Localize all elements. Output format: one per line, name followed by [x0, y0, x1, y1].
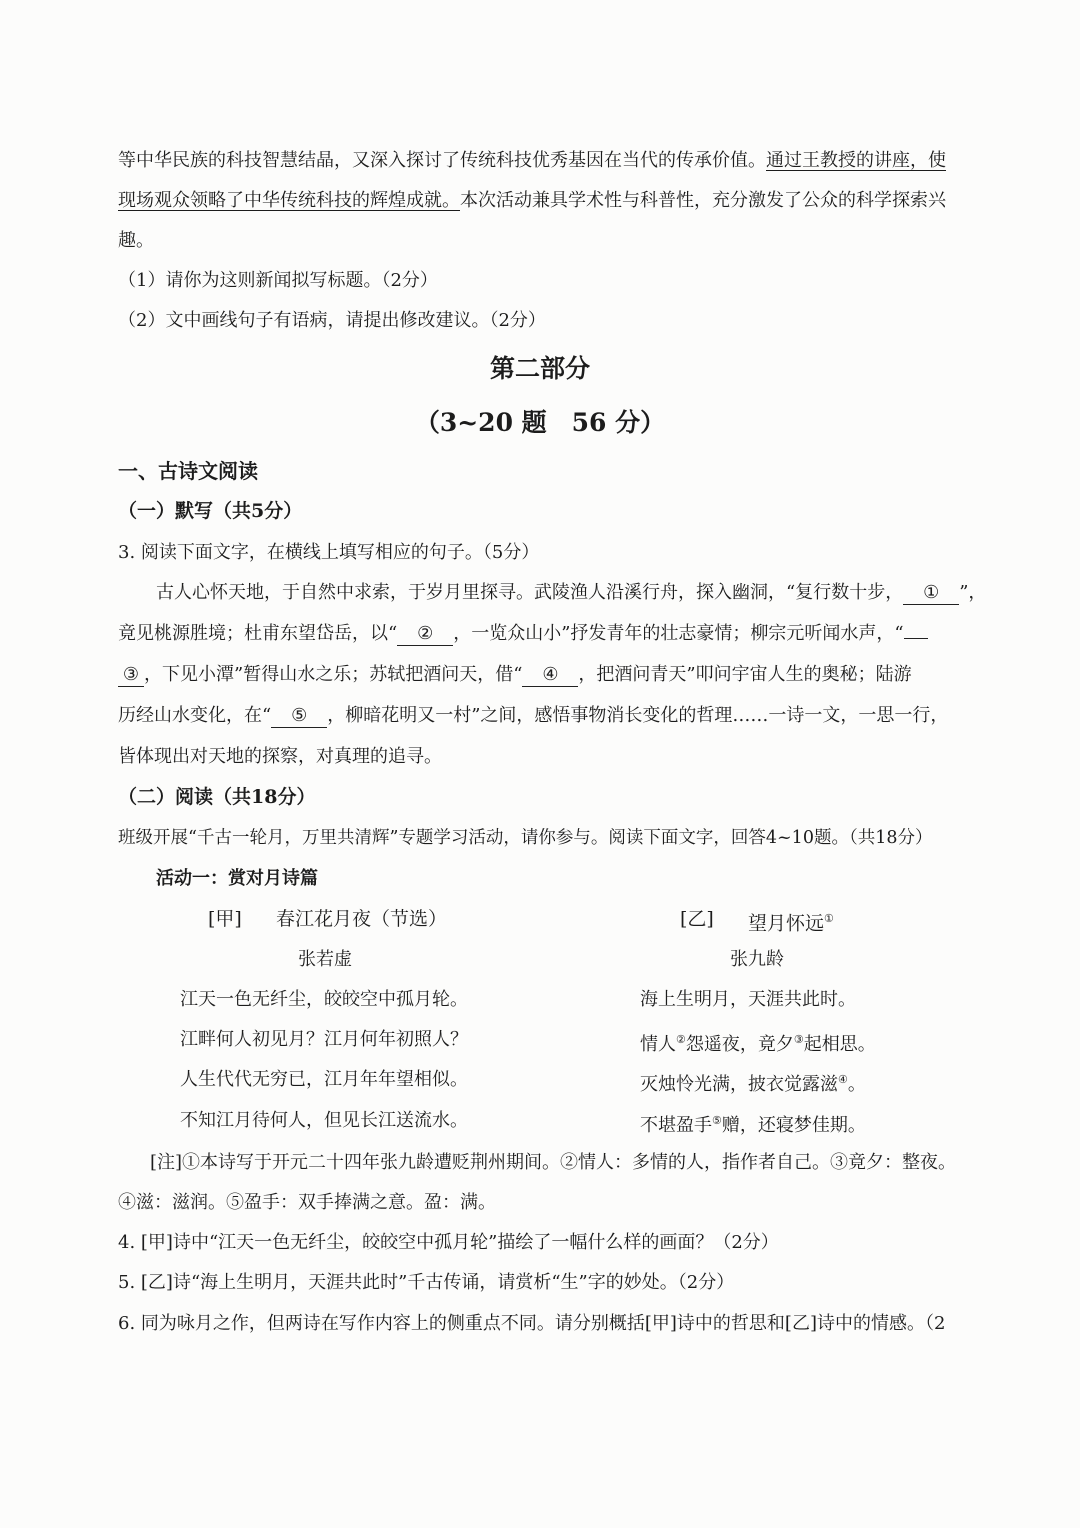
answer-blank-5[interactable]: ⑤ [271, 705, 327, 728]
section-title: 一、古诗文阅读 [118, 459, 258, 483]
q3-text: ，柳暗花明又一村”之间，感悟事物消长变化的哲理……一诗一文，一思一行， [327, 705, 949, 726]
q3-line-5: 皆体现出对天地的探察，对真理的追寻。 [118, 746, 442, 767]
q3-line-2 [118, 621, 980, 647]
footnote-marker: ⑤ [712, 1114, 722, 1127]
notes-line-2: ④滋：滋润。⑤盈手：双手捧满之意。盈：满。 [118, 1192, 496, 1213]
question-6: 6. 同为咏月之作，但两诗在写作内容上的侧重点不同。请分别概括[甲]诗中的哲思和[乙]诗中的情感。（2 [118, 1313, 946, 1334]
underlined-sentence-part2: 现场观众领略了中华传统科技的辉煌成就。 [118, 190, 460, 211]
underlined-sentence-part1: 通过王教授的讲座，使 [766, 150, 946, 171]
poem-text: 灭烛怜光满，披衣觉露滋 [640, 1074, 838, 1095]
reading-intro: 班级开展“千古一轮月，万里共清辉”专题学习活动，请你参与。阅读下面文字，回答4~10题。（共18分） [118, 828, 933, 848]
poem-a-line: 江畔何人初见月？江月何年初照人？ [180, 1029, 468, 1050]
answer-blank-4[interactable]: ④ [522, 664, 578, 687]
question-2-item-1: （1）请你为这则新闻拟写标题。（2分） [118, 270, 438, 291]
footnote-marker: ① [824, 912, 834, 925]
footnote-marker: ② [676, 1033, 686, 1046]
poem-b-author: 张九龄 [730, 949, 784, 970]
poem-b-title-wrap [748, 906, 834, 936]
poem-text: 不堪盈手 [640, 1115, 712, 1136]
q3-line-4 [118, 703, 980, 729]
q3-line-3 [118, 662, 980, 688]
poem-b-line-2 [640, 1027, 876, 1058]
q3-text: ，把酒问青天”叩问宇宙人生的奥秘；陆游 [578, 664, 912, 685]
subsection-dictation: （一）默写（共5分） [118, 500, 303, 522]
question-5: 5. [乙]诗“海上生明月，天涯共此时”千古传诵，请赏析“生”字的妙处。（2分） [118, 1272, 735, 1293]
poem-a-line: 不知江月待何人，但见长江送流水。 [180, 1110, 468, 1131]
intro-line-1 [118, 148, 980, 174]
poem-b-line-1: 海上生明月，天涯共此时。 [640, 989, 856, 1010]
poem-text: 情人 [640, 1034, 676, 1055]
poem-b-line-4 [640, 1108, 866, 1139]
subsection-reading: （二）阅读（共18分） [118, 786, 316, 808]
answer-blank-3[interactable]: ③ [118, 664, 144, 687]
activity-1-title: 活动一：赏对月诗篇 [156, 868, 318, 889]
q3-text: 古人心怀天地，于自然中求索，于岁月里探寻。武陵渔人沿溪行舟，探入幽洞，“复行数十步， [156, 582, 904, 603]
q3-text: 竟见桃源胜境；杜甫东望岱岳，以“ [118, 623, 398, 644]
part-title: 第二部分 [489, 354, 590, 383]
poem-a-author: 张若虚 [298, 949, 352, 970]
poem-text: 怨遥夜，竟夕 [685, 1034, 794, 1055]
question-4: 4. [甲]诗中“江天一色无纤尘，皎皎空中孤月轮”描绘了一幅什么样的画面？（2分） [118, 1232, 779, 1253]
poem-a-line: 人生代代无穷已，江月年年望相似。 [180, 1069, 468, 1090]
poem-a-label: [甲] [208, 908, 242, 930]
q3-text: ”， [959, 582, 987, 603]
poem-text: 。 [847, 1074, 866, 1095]
intro-line-3: 趣。 [118, 230, 154, 251]
poem-a-line: 江天一色无纤尘，皎皎空中孤月轮。 [180, 989, 468, 1010]
q3-text: ，一览众山小”抒发青年的壮志豪情；柳宗元听闻水声，“ [453, 623, 904, 644]
q3-line-1 [156, 580, 987, 606]
poem-b-title: 望月怀远 [748, 912, 825, 935]
poem-text: 赠，还寝梦佳期。 [721, 1115, 866, 1136]
q3-text: 历经山水变化，在“ [118, 705, 272, 726]
poem-text: 起相思。 [803, 1034, 876, 1055]
footnote-marker: ④ [838, 1073, 848, 1086]
footnote-marker: ③ [793, 1033, 804, 1046]
intro-line-2 [118, 188, 980, 214]
question-2-item-2: （2）文中画线句子有语病，请提出修改建议。（2分） [118, 310, 546, 331]
answer-blank-2[interactable]: ② [397, 623, 453, 646]
intro-text: 本次活动兼具学术性与科普性，充分激发了公众的科学探索兴 [460, 190, 946, 211]
poem-b-label: [乙] [680, 908, 714, 930]
notes-line-1: [注]①本诗写于开元二十四年张九龄遭贬荆州期间。②情人：多情的人，指作者自己。③竟夕：整夜。 [150, 1152, 957, 1173]
intro-text: 等中华民族的科技智慧结晶，又深入探讨了传统科技优秀基因在当代的传承价值。 [118, 150, 766, 171]
q3-text: ，下见小潭”暂得山水之乐；苏轼把酒问天，借“ [144, 664, 523, 685]
answer-blank-1[interactable]: ① [903, 582, 959, 605]
question-3-prompt: 3. 阅读下面文字，在横线上填写相应的句子。（5分） [118, 542, 540, 563]
part-subtitle: （3~20 题 56 分） [414, 408, 666, 437]
answer-blank-3-start[interactable] [904, 638, 928, 639]
poem-a-title: 春江花月夜（节选） [276, 908, 448, 930]
poem-b-line-3 [640, 1067, 866, 1098]
